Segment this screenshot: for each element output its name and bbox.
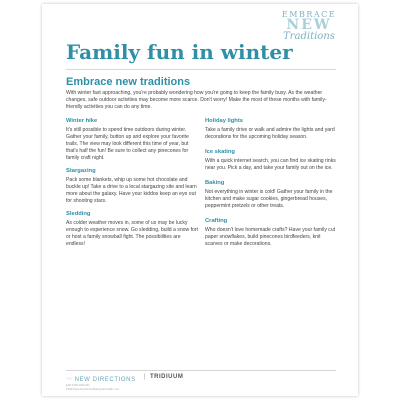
right-column: [205, 118, 337, 248]
document-page: [42, 4, 358, 396]
embrace-new-traditions-logo: [264, 10, 354, 44]
title-divider: [66, 69, 336, 70]
activity-body: Not everything in winter is cold! Gather your family in the kitchen and make sugar cookies, gingerbread houses, peppermint pretzels or other treats.: [205, 189, 333, 209]
footer-divider: [66, 370, 336, 371]
tridiuum-logo: TRIDIUUM: [150, 374, 184, 380]
wave-icon: 〰: [66, 377, 73, 383]
new-directions-logo: [66, 374, 136, 383]
activity-body: Take a family drive or walk and admire the lights and yard decorations for the upcoming holiday season.: [205, 127, 335, 140]
activity-body: Pack some blankets, whip up some hot chocolate and buckle up! Take a drive to a local stargazing site and learn more about the galaxy. Have your kiddos keep an eye out for shooting stars.: [66, 177, 197, 204]
activity-holiday-lights: [205, 118, 337, 141]
activity-baking: [205, 180, 337, 210]
activity-heading: Ice skating: [205, 149, 235, 155]
activity-heading: Baking: [205, 180, 225, 186]
section-heading: Embrace new traditions: [66, 76, 191, 88]
logo-line-2: NEW: [286, 17, 332, 33]
activity-winter-hike: [66, 118, 198, 162]
brand-separator: |: [144, 374, 146, 380]
activity-body: As colder weather moves in, some of us may be lucky enough to experience snow. Go sledding, build a snow fort or host a family snowball fight. The possibilities are endless!: [66, 220, 198, 247]
copyright-text: ©2020 New Directions Behavioral Health, LLC: [66, 388, 120, 391]
activity-body: It's still possible to spend time outdoors during winter. Gather your family, button up and explore your favorite trails. The view may look different this time of year, but that's half the fun! Be sure to collect any pinecones for family craft night.: [66, 127, 189, 161]
activity-heading: Stargazing: [66, 168, 96, 174]
activity-heading: Holiday lights: [205, 118, 244, 124]
intro-paragraph: With winter fast approaching, you're probably wondering how you're going to keep the family busy. As the weather changes, safe outdoor activities may become more scarce. Don't worry! Make the most of these months with family-friendly activities you can do any time.: [66, 90, 327, 110]
logo-line-3: Traditions: [283, 31, 335, 42]
logo-line-1: EMBRACE: [281, 10, 337, 19]
activity-stargazing: [66, 168, 198, 205]
activity-heading: Crafting: [205, 218, 228, 224]
brand-name: NEW DIRECTIONS: [74, 377, 136, 383]
activity-ice-skating: [205, 149, 337, 172]
left-column: [66, 118, 198, 248]
activity-body: With a quick internet search, you can find ice skating rinks near you. Pick a day, and take your family out on the ice.: [205, 158, 336, 171]
page-title: Family fun in winter: [66, 40, 293, 64]
activity-crafting: [205, 218, 337, 248]
activity-heading: Winter hike: [66, 118, 98, 124]
activity-heading: Sledding: [66, 211, 91, 217]
activity-body: Who doesn't love homemade crafts? Have your family cut paper snowflakes, build pinecones birdfeeders, knit scarves or make decorations.: [205, 227, 336, 247]
document-code: EAP-1093-1030-001: [66, 384, 90, 387]
activity-sledding: [66, 211, 198, 248]
